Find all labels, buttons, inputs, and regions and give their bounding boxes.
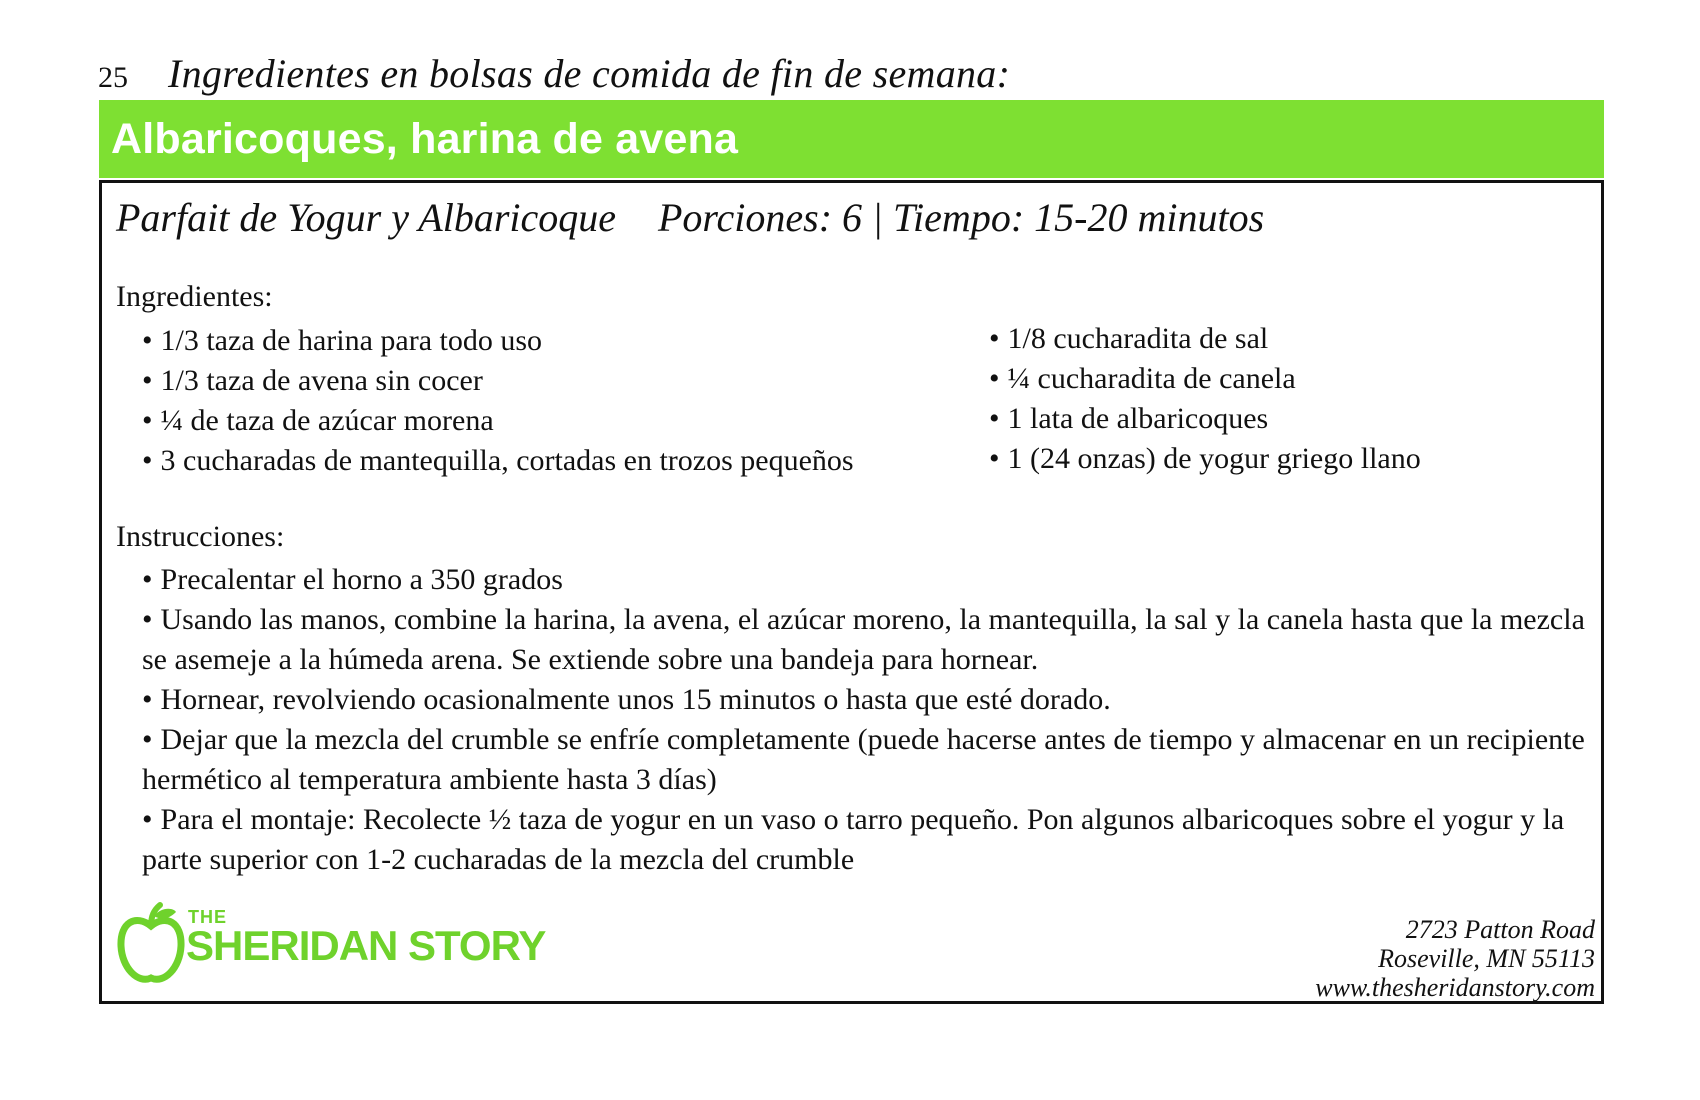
instructions-label: Instrucciones: [116,520,285,553]
page-header [98,50,1010,97]
recipe-card [99,180,1604,1004]
card-divider [102,180,1601,183]
ingredient-item: • 1/3 taza de avena sin cocer [142,361,854,401]
ingredient-item: • ¼ cucharadita de canela [989,359,1421,399]
ingredient-item: • 1/3 taza de harina para todo uso [142,321,854,361]
instruction-step: • Hornear, revolviendo ocasionalmente unos 15 minutos o hasta que esté dorado. [142,680,1587,720]
ingredient-item: • ¼ de taza de azúcar morena [142,401,854,441]
ingredients-list-left [142,321,854,481]
recipe-header [116,194,1264,241]
ingredients-list-right [989,319,1421,479]
category-banner [99,100,1604,178]
logo-the-text: THE [188,907,227,927]
banner-title: Albaricoques, harina de avena [111,114,739,163]
address-street: 2723 Patton Road [1405,915,1595,944]
instruction-step: • Dejar que la mezcla del crumble se enfríe completamente (puede hacerse antes de tiempo y almacenar en un recipiente hermético al temperatura ambiente hasta 3 días) [142,720,1587,800]
recipe-name: Parfait de Yogur y Albaricoque [116,195,616,240]
ingredients-label: Ingredientes: [116,280,273,313]
page-number: 25 [98,61,128,94]
instruction-step: • Usando las manos, combine la harina, la avena, el azúcar moreno, la mantequilla, la sal y la canela hasta que la mezcla se asemeje a la húmeda arena. Se extiende sobre una bandeja para hornear. [142,600,1587,680]
website-link[interactable]: www.thesheridanstory.com [1315,973,1595,1002]
instruction-step: • Precalentar el horno a 350 grados [142,560,1587,600]
recipe-meta: Porciones: 6 | Tiempo: 15-20 minutos [658,195,1265,240]
apple-icon [116,902,186,988]
address-city: Roseville, MN 55113 [1378,944,1595,973]
instructions-list [142,560,1587,880]
address-block [1315,915,1595,1002]
ingredient-item: • 3 cucharadas de mantequilla, cortadas en trozos pequeños [142,441,854,481]
sheridan-story-logo [116,902,576,992]
logo-name-text: SHERIDAN STORY [186,922,546,969]
ingredient-item: • 1/8 cucharadita de sal [989,319,1421,359]
ingredient-item: • 1 (24 onzas) de yogur griego llano [989,439,1421,479]
page-heading: Ingredientes en bolsas de comida de fin de semana: [168,51,1011,96]
ingredient-item: • 1 lata de albaricoques [989,399,1421,439]
instruction-step: • Para el montaje: Recolecte ½ taza de yogur en un vaso o tarro pequeño. Pon algunos albaricoques sobre el yogur y la parte superior con 1-2 cucharadas de la mezcla del crumble [142,800,1587,880]
